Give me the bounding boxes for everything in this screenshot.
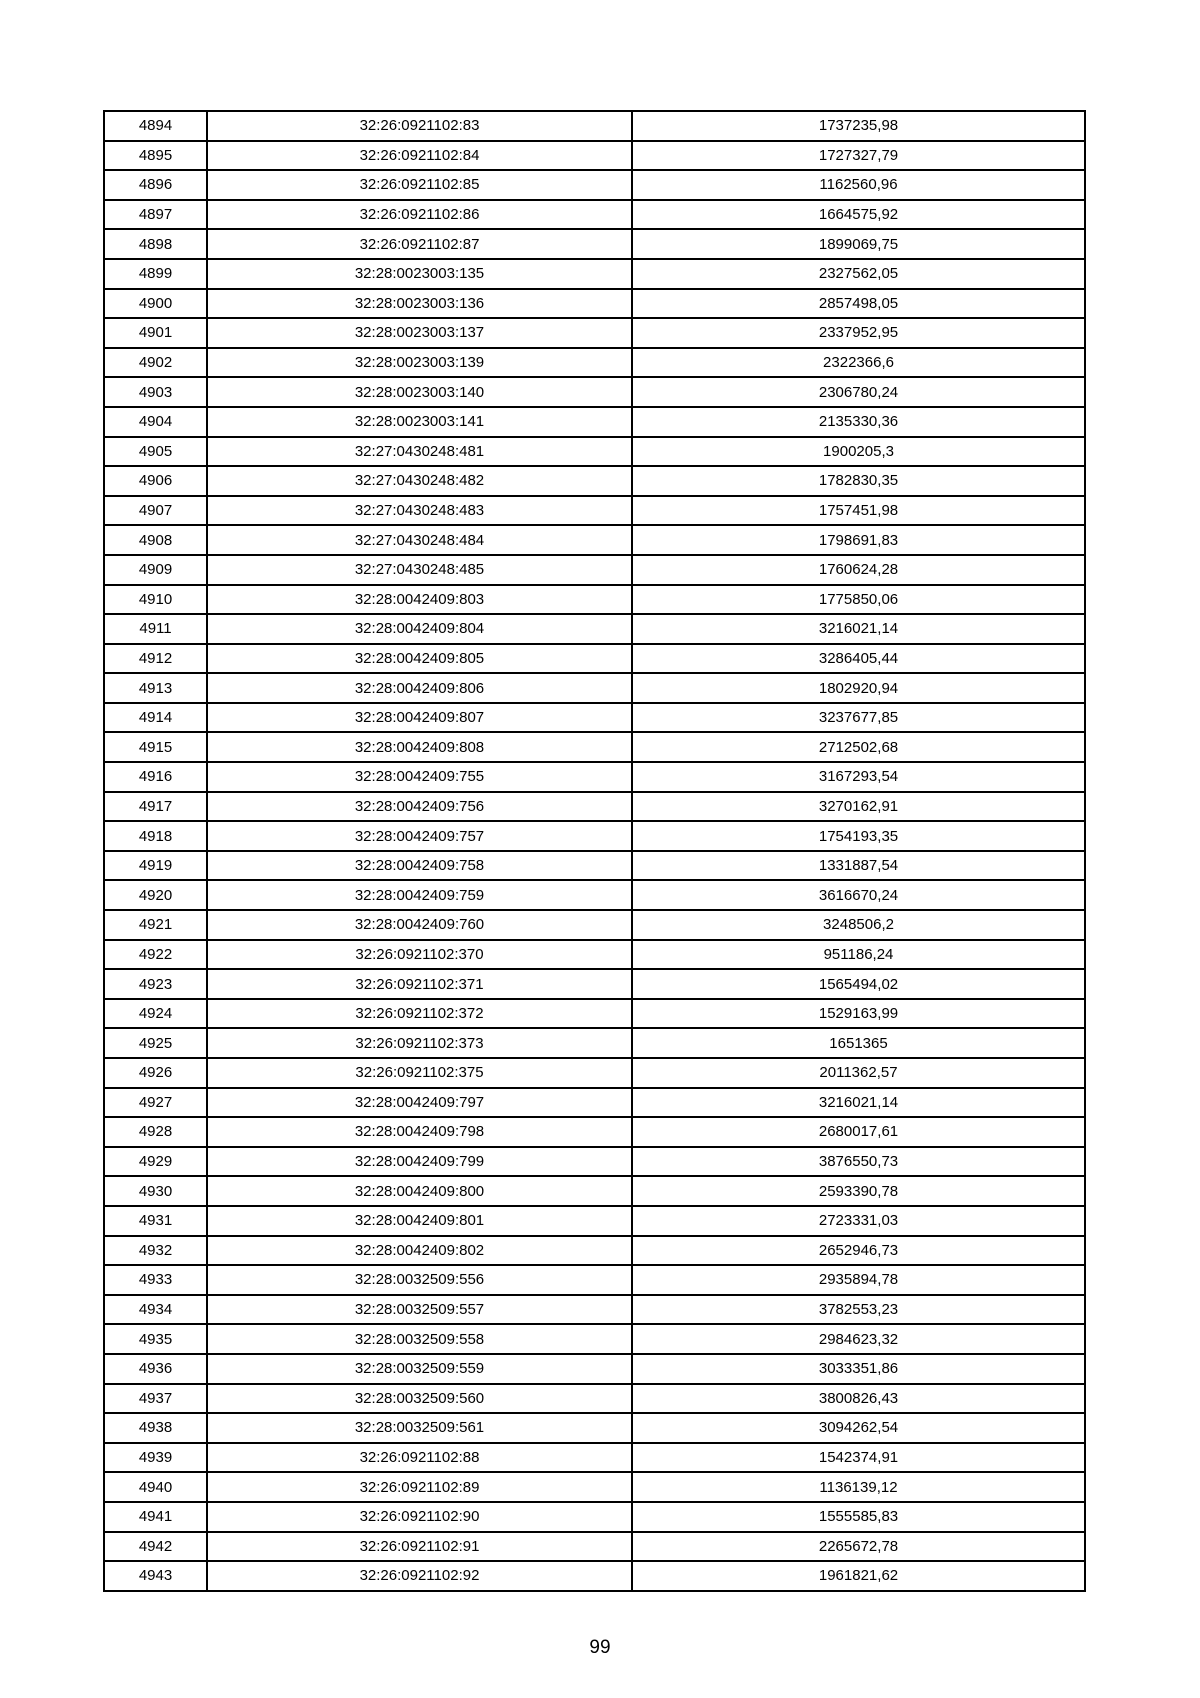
row-number-cell: 4925 xyxy=(104,1028,207,1058)
table-row xyxy=(104,555,1085,585)
row-number-cell: 4896 xyxy=(104,170,207,200)
cadastral-number-cell: 32:28:0032509:556 xyxy=(207,1265,632,1295)
row-number-cell: 4910 xyxy=(104,585,207,615)
cadastral-value-cell: 1737235,98 xyxy=(632,111,1085,141)
cadastral-number-cell: 32:28:0023003:135 xyxy=(207,259,632,289)
cadastral-number-cell: 32:28:0042409:799 xyxy=(207,1147,632,1177)
table-row xyxy=(104,644,1085,674)
cadastral-number-cell: 32:26:0921102:90 xyxy=(207,1502,632,1532)
cadastral-number-cell: 32:28:0042409:800 xyxy=(207,1176,632,1206)
cadastral-value-cell: 2265672,78 xyxy=(632,1532,1085,1562)
table-row xyxy=(104,170,1085,200)
cadastral-number-cell: 32:27:0430248:485 xyxy=(207,555,632,585)
table-row xyxy=(104,940,1085,970)
table-row xyxy=(104,1324,1085,1354)
cadastral-value-cell: 3782553,23 xyxy=(632,1295,1085,1325)
row-number-cell: 4909 xyxy=(104,555,207,585)
row-number-cell: 4938 xyxy=(104,1413,207,1443)
cadastral-number-cell: 32:28:0042409:798 xyxy=(207,1117,632,1147)
cadastral-value-cell: 2337952,95 xyxy=(632,318,1085,348)
row-number-cell: 4914 xyxy=(104,703,207,733)
cadastral-value-cell: 1162560,96 xyxy=(632,170,1085,200)
cadastral-value-cell: 3616670,24 xyxy=(632,880,1085,910)
cadastral-value-cell: 2135330,36 xyxy=(632,407,1085,437)
row-number-cell: 4911 xyxy=(104,614,207,644)
table-row xyxy=(104,289,1085,319)
table-row xyxy=(104,1028,1085,1058)
cadastral-number-cell: 32:28:0032509:559 xyxy=(207,1354,632,1384)
cadastral-value-cell: 1565494,02 xyxy=(632,969,1085,999)
table-row xyxy=(104,348,1085,378)
table-row xyxy=(104,1384,1085,1414)
row-number-cell: 4904 xyxy=(104,407,207,437)
cadastral-value-cell: 2857498,05 xyxy=(632,289,1085,319)
row-number-cell: 4899 xyxy=(104,259,207,289)
cadastral-number-cell: 32:28:0032509:561 xyxy=(207,1413,632,1443)
row-number-cell: 4937 xyxy=(104,1384,207,1414)
cadastral-number-cell: 32:26:0921102:370 xyxy=(207,940,632,970)
cadastral-value-cell: 2593390,78 xyxy=(632,1176,1085,1206)
cadastral-number-cell: 32:28:0023003:137 xyxy=(207,318,632,348)
row-number-cell: 4920 xyxy=(104,880,207,910)
row-number-cell: 4936 xyxy=(104,1354,207,1384)
cadastral-value-cell: 1136139,12 xyxy=(632,1472,1085,1502)
table-row xyxy=(104,496,1085,526)
row-number-cell: 4905 xyxy=(104,437,207,467)
cadastral-number-cell: 32:28:0032509:557 xyxy=(207,1295,632,1325)
table-row xyxy=(104,466,1085,496)
table-row xyxy=(104,229,1085,259)
cadastral-value-cell: 1798691,83 xyxy=(632,525,1085,555)
cadastral-value-cell: 3094262,54 xyxy=(632,1413,1085,1443)
row-number-cell: 4921 xyxy=(104,910,207,940)
row-number-cell: 4912 xyxy=(104,644,207,674)
table-row xyxy=(104,1147,1085,1177)
table-row xyxy=(104,1443,1085,1473)
row-number-cell: 4943 xyxy=(104,1561,207,1591)
table-row xyxy=(104,910,1085,940)
table-row xyxy=(104,259,1085,289)
cadastral-value-cell: 1651365 xyxy=(632,1028,1085,1058)
row-number-cell: 4894 xyxy=(104,111,207,141)
cadastral-number-cell: 32:28:0042409:755 xyxy=(207,762,632,792)
cadastral-value-cell: 1542374,91 xyxy=(632,1443,1085,1473)
row-number-cell: 4939 xyxy=(104,1443,207,1473)
table-row xyxy=(104,792,1085,822)
table-row xyxy=(104,703,1085,733)
table-row xyxy=(104,821,1085,851)
table-row xyxy=(104,1088,1085,1118)
row-number-cell: 4908 xyxy=(104,525,207,555)
row-number-cell: 4923 xyxy=(104,969,207,999)
cadastral-number-cell: 32:28:0042409:757 xyxy=(207,821,632,851)
cadastral-number-cell: 32:28:0042409:807 xyxy=(207,703,632,733)
row-number-cell: 4917 xyxy=(104,792,207,822)
cadastral-value-cell: 3800826,43 xyxy=(632,1384,1085,1414)
table-row xyxy=(104,1561,1085,1591)
table-row xyxy=(104,407,1085,437)
cadastral-number-cell: 32:28:0042409:797 xyxy=(207,1088,632,1118)
cadastral-value-cell: 3270162,91 xyxy=(632,792,1085,822)
table-row xyxy=(104,1117,1085,1147)
table-row xyxy=(104,200,1085,230)
cadastral-value-cell: 2935894,78 xyxy=(632,1265,1085,1295)
row-number-cell: 4913 xyxy=(104,673,207,703)
row-number-cell: 4931 xyxy=(104,1206,207,1236)
table-row xyxy=(104,1295,1085,1325)
table-row xyxy=(104,377,1085,407)
table-row xyxy=(104,1265,1085,1295)
table-row xyxy=(104,1354,1085,1384)
table-row xyxy=(104,437,1085,467)
table-row xyxy=(104,1206,1085,1236)
row-number-cell: 4932 xyxy=(104,1236,207,1266)
table-row xyxy=(104,732,1085,762)
row-number-cell: 4940 xyxy=(104,1472,207,1502)
cadastral-value-cell: 2652946,73 xyxy=(632,1236,1085,1266)
row-number-cell: 4916 xyxy=(104,762,207,792)
cadastral-number-cell: 32:27:0430248:484 xyxy=(207,525,632,555)
cadastral-number-cell: 32:26:0921102:89 xyxy=(207,1472,632,1502)
cadastral-number-cell: 32:28:0023003:141 xyxy=(207,407,632,437)
cadastral-number-cell: 32:28:0042409:806 xyxy=(207,673,632,703)
cadastral-number-cell: 32:28:0042409:803 xyxy=(207,585,632,615)
table-body xyxy=(104,111,1085,1591)
row-number-cell: 4915 xyxy=(104,732,207,762)
cadastral-value-cell: 3216021,14 xyxy=(632,1088,1085,1118)
row-number-cell: 4929 xyxy=(104,1147,207,1177)
cadastral-number-cell: 32:28:0042409:756 xyxy=(207,792,632,822)
row-number-cell: 4928 xyxy=(104,1117,207,1147)
row-number-cell: 4930 xyxy=(104,1176,207,1206)
cadastral-number-cell: 32:27:0430248:481 xyxy=(207,437,632,467)
cadastral-number-cell: 32:27:0430248:482 xyxy=(207,466,632,496)
cadastral-number-cell: 32:26:0921102:372 xyxy=(207,999,632,1029)
cadastral-value-cell: 3286405,44 xyxy=(632,644,1085,674)
cadastral-value-cell: 3237677,85 xyxy=(632,703,1085,733)
cadastral-number-cell: 32:26:0921102:375 xyxy=(207,1058,632,1088)
row-number-cell: 4927 xyxy=(104,1088,207,1118)
cadastral-number-cell: 32:26:0921102:85 xyxy=(207,170,632,200)
row-number-cell: 4941 xyxy=(104,1502,207,1532)
row-number-cell: 4898 xyxy=(104,229,207,259)
cadastral-value-cell: 1775850,06 xyxy=(632,585,1085,615)
table-row xyxy=(104,585,1085,615)
cadastral-value-cell: 2322366,6 xyxy=(632,348,1085,378)
cadastral-value-cell: 1802920,94 xyxy=(632,673,1085,703)
row-number-cell: 4942 xyxy=(104,1532,207,1562)
cadastral-value-cell: 2723331,03 xyxy=(632,1206,1085,1236)
table-row xyxy=(104,1472,1085,1502)
row-number-cell: 4922 xyxy=(104,940,207,970)
cadastral-number-cell: 32:28:0042409:760 xyxy=(207,910,632,940)
cadastral-value-cell: 1757451,98 xyxy=(632,496,1085,526)
cadastral-value-cell: 951186,24 xyxy=(632,940,1085,970)
cadastral-value-cell: 1664575,92 xyxy=(632,200,1085,230)
row-number-cell: 4933 xyxy=(104,1265,207,1295)
cadastral-number-cell: 32:26:0921102:83 xyxy=(207,111,632,141)
cadastral-value-cell: 2680017,61 xyxy=(632,1117,1085,1147)
table-row xyxy=(104,1176,1085,1206)
cadastral-number-cell: 32:28:0042409:808 xyxy=(207,732,632,762)
cadastral-value-cell: 1900205,3 xyxy=(632,437,1085,467)
row-number-cell: 4934 xyxy=(104,1295,207,1325)
cadastral-value-cell: 3876550,73 xyxy=(632,1147,1085,1177)
table-row xyxy=(104,1236,1085,1266)
table-row xyxy=(104,1532,1085,1562)
row-number-cell: 4903 xyxy=(104,377,207,407)
row-number-cell: 4906 xyxy=(104,466,207,496)
cadastral-number-cell: 32:26:0921102:86 xyxy=(207,200,632,230)
cadastral-value-cell: 1727327,79 xyxy=(632,141,1085,171)
cadastral-value-table xyxy=(103,110,1086,1592)
cadastral-number-cell: 32:28:0042409:801 xyxy=(207,1206,632,1236)
table-row xyxy=(104,614,1085,644)
table-row xyxy=(104,318,1085,348)
cadastral-number-cell: 32:26:0921102:84 xyxy=(207,141,632,171)
cadastral-number-cell: 32:26:0921102:371 xyxy=(207,969,632,999)
cadastral-number-cell: 32:28:0042409:759 xyxy=(207,880,632,910)
row-number-cell: 4919 xyxy=(104,851,207,881)
cadastral-number-cell: 32:28:0023003:139 xyxy=(207,348,632,378)
cadastral-number-cell: 32:26:0921102:92 xyxy=(207,1561,632,1591)
row-number-cell: 4918 xyxy=(104,821,207,851)
table-row xyxy=(104,1058,1085,1088)
cadastral-number-cell: 32:28:0042409:805 xyxy=(207,644,632,674)
cadastral-value-cell: 1760624,28 xyxy=(632,555,1085,585)
cadastral-value-cell: 2011362,57 xyxy=(632,1058,1085,1088)
cadastral-value-cell: 2327562,05 xyxy=(632,259,1085,289)
table-row xyxy=(104,111,1085,141)
table-row xyxy=(104,673,1085,703)
row-number-cell: 4935 xyxy=(104,1324,207,1354)
cadastral-number-cell: 32:26:0921102:88 xyxy=(207,1443,632,1473)
cadastral-value-cell: 1754193,35 xyxy=(632,821,1085,851)
table-row xyxy=(104,969,1085,999)
row-number-cell: 4900 xyxy=(104,289,207,319)
table-row xyxy=(104,880,1085,910)
cadastral-value-cell: 1961821,62 xyxy=(632,1561,1085,1591)
table-row xyxy=(104,1413,1085,1443)
cadastral-number-cell: 32:28:0032509:558 xyxy=(207,1324,632,1354)
table-row xyxy=(104,525,1085,555)
cadastral-value-cell: 1529163,99 xyxy=(632,999,1085,1029)
row-number-cell: 4895 xyxy=(104,141,207,171)
cadastral-number-cell: 32:28:0023003:140 xyxy=(207,377,632,407)
table-row xyxy=(104,762,1085,792)
cadastral-value-cell: 1782830,35 xyxy=(632,466,1085,496)
table-row xyxy=(104,851,1085,881)
cadastral-number-cell: 32:26:0921102:373 xyxy=(207,1028,632,1058)
row-number-cell: 4897 xyxy=(104,200,207,230)
cadastral-number-cell: 32:28:0032509:560 xyxy=(207,1384,632,1414)
table-row xyxy=(104,141,1085,171)
cadastral-number-cell: 32:28:0023003:136 xyxy=(207,289,632,319)
cadastral-number-cell: 32:27:0430248:483 xyxy=(207,496,632,526)
table-row xyxy=(104,1502,1085,1532)
cadastral-value-cell: 3248506,2 xyxy=(632,910,1085,940)
row-number-cell: 4902 xyxy=(104,348,207,378)
cadastral-value-cell: 2306780,24 xyxy=(632,377,1085,407)
cadastral-number-cell: 32:28:0042409:758 xyxy=(207,851,632,881)
row-number-cell: 4907 xyxy=(104,496,207,526)
cadastral-value-cell: 1331887,54 xyxy=(632,851,1085,881)
row-number-cell: 4901 xyxy=(104,318,207,348)
page-number: 99 xyxy=(589,1637,611,1658)
cadastral-value-cell: 3167293,54 xyxy=(632,762,1085,792)
cadastral-value-cell: 3216021,14 xyxy=(632,614,1085,644)
cadastral-number-cell: 32:26:0921102:87 xyxy=(207,229,632,259)
cadastral-value-cell: 3033351,86 xyxy=(632,1354,1085,1384)
row-number-cell: 4926 xyxy=(104,1058,207,1088)
cadastral-value-cell: 1555585,83 xyxy=(632,1502,1085,1532)
row-number-cell: 4924 xyxy=(104,999,207,1029)
cadastral-value-cell: 2984623,32 xyxy=(632,1324,1085,1354)
cadastral-value-cell: 2712502,68 xyxy=(632,732,1085,762)
table-row xyxy=(104,999,1085,1029)
cadastral-number-cell: 32:28:0042409:804 xyxy=(207,614,632,644)
cadastral-number-cell: 32:28:0042409:802 xyxy=(207,1236,632,1266)
cadastral-number-cell: 32:26:0921102:91 xyxy=(207,1532,632,1562)
cadastral-value-cell: 1899069,75 xyxy=(632,229,1085,259)
